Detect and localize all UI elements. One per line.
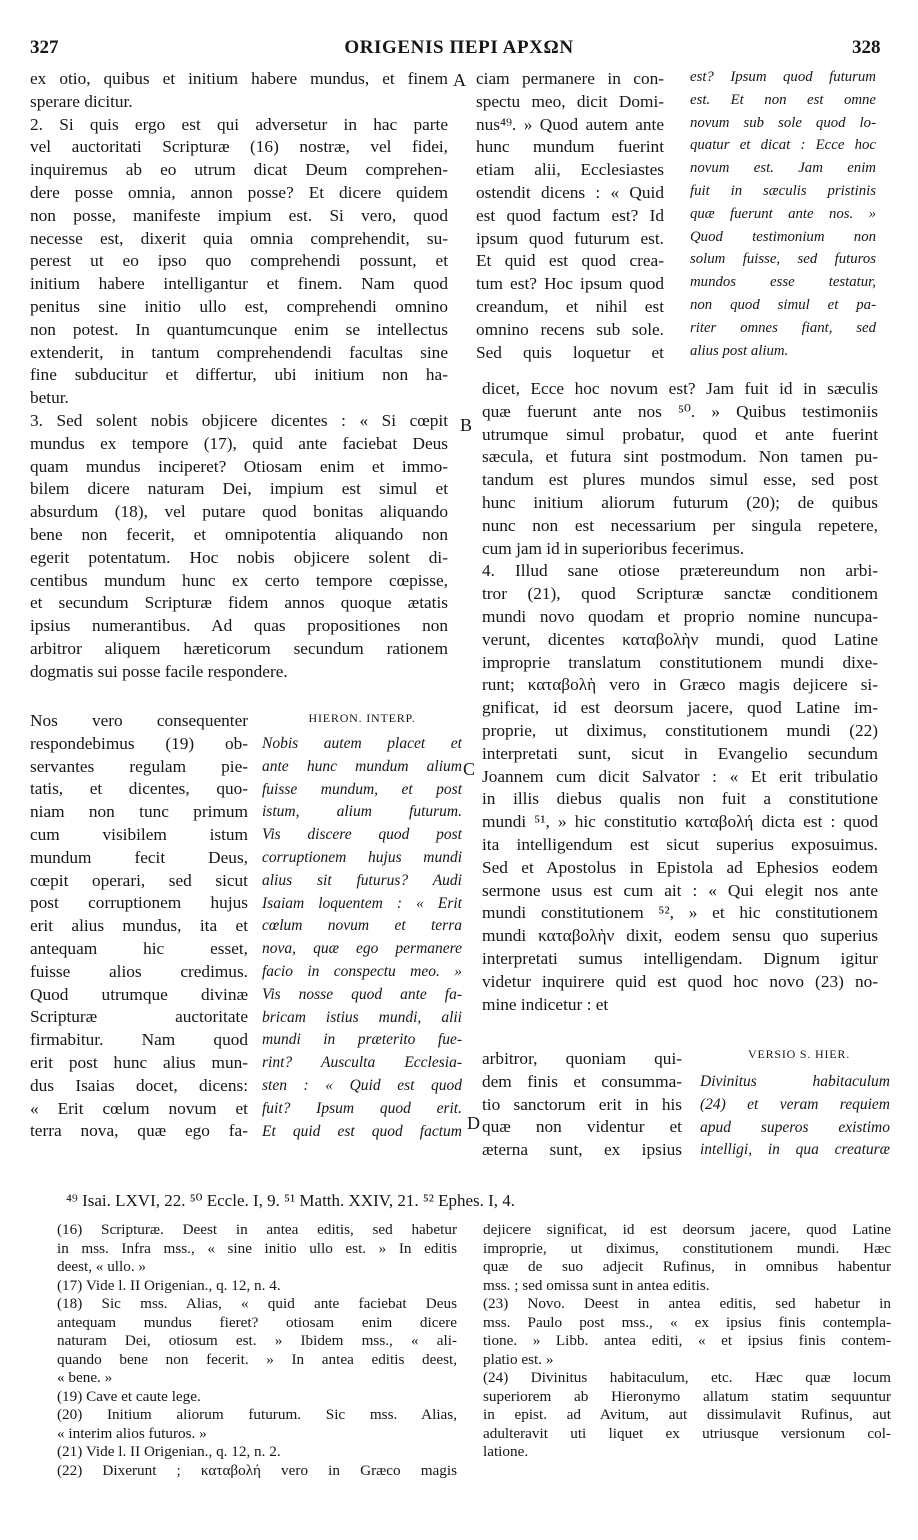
side-version-line: novum sub sole quod lo- bbox=[690, 114, 876, 131]
paragraph-line: improprie translatum constitutionem mundi dixe- bbox=[482, 652, 878, 672]
footnote-line: (21) Vide l. II Origenian., q. 12, n. 2. bbox=[57, 1443, 281, 1460]
page-number-right: 328 bbox=[852, 37, 881, 58]
paragraph-line: 2. Si quis ergo est qui adversetur in hac parte bbox=[30, 114, 448, 134]
paragraph-line: Joannem cum dicit Salvator : « Et erit tribulatio bbox=[482, 766, 878, 786]
hieron-line: Isaiam loquentem : « Erit bbox=[262, 894, 462, 912]
paragraph-line: arbitror, quoniam qui- bbox=[482, 1049, 682, 1068]
paragraph-line: dus Isaias docet, dicens: bbox=[30, 1075, 248, 1095]
paragraph-line: antequam hic esset, bbox=[30, 939, 248, 958]
hieron-line: ante hunc mundum alium bbox=[262, 757, 462, 775]
paragraph-line: quæ non videntur et bbox=[482, 1117, 682, 1137]
paragraph-line: Quod utrumque divinæ bbox=[30, 984, 248, 1004]
paragraph-line: Sed quis loquetur et bbox=[476, 342, 664, 362]
paragraph-line: omnino recens sub sole. bbox=[476, 319, 664, 339]
paragraph-line: dogmatis sui posse facile respondere. bbox=[30, 661, 288, 681]
footnote-line: dejicere significat, id est deorsum jacere, quod Latine bbox=[483, 1221, 891, 1238]
paragraph-line: tum est? Hoc ipsum quod bbox=[476, 274, 664, 294]
margin-letter-d: D bbox=[467, 1113, 480, 1133]
footnote-line: in epist. ad Avitum, aut dissimulavit Rufinus, aut bbox=[483, 1406, 891, 1423]
margin-letter-c: C bbox=[463, 759, 476, 779]
paragraph-line: mundi novo quodam et proprio nomine nuncupa- bbox=[482, 607, 878, 626]
paragraph-line: mundum fecit Deus, bbox=[30, 847, 248, 867]
footnote-line: quando bene non fecerit. » In antea editis deest, bbox=[57, 1350, 457, 1368]
footnote-line: (16) Scripturæ. Deest in antea editis, sed habetur bbox=[57, 1221, 457, 1238]
paragraph-line: tror (21), quod Scripturæ sanctæ conditionem bbox=[482, 584, 878, 604]
versio-line: (24) et veram requiem bbox=[700, 1095, 890, 1113]
hieron-line: cœlum novum et terra bbox=[262, 917, 462, 935]
paragraph-line: verunt, dicentes καταβολὴν mundi, quod Latine bbox=[482, 629, 878, 649]
paragraph-line: inquiremus ab eo utrum dicat Deum comprehen- bbox=[30, 160, 448, 180]
paragraph-line: initium habere intelligantur et finem. Nam quod bbox=[30, 274, 448, 294]
footnote-line: quæ de suo adjecit Rufinus, in omnibus habentur bbox=[483, 1258, 891, 1275]
paragraph-line: et secundum Scripturæ fidem annos quoque ætatis bbox=[30, 593, 448, 613]
paragraph-line: post corruptionem hujus bbox=[30, 893, 248, 913]
paragraph-line: nus⁴⁹. » Quod autem ante bbox=[476, 114, 664, 134]
paragraph-line: dicet, Ecce hoc novum est? Jam fuit id in sæculis bbox=[482, 379, 878, 398]
paragraph-line: non posse, manifeste impium est. Si vero, quod bbox=[30, 205, 448, 225]
paragraph-line: ita intelligendum est sicut superius exposuimus. bbox=[482, 835, 878, 854]
paragraph-line: necesse est, dixerit quia omnia comprehendit, su- bbox=[30, 228, 448, 248]
paragraph-line: est quod factum est? Id bbox=[476, 205, 664, 225]
footnote-line: latione. bbox=[483, 1443, 529, 1460]
footnote-line: (19) Cave et caute lege. bbox=[57, 1387, 201, 1405]
footnote-line: antequam mundus fieret? otiosam enim dicere bbox=[57, 1313, 457, 1331]
paragraph-line: centibus mundum hunc ex certo tempore cœpisse, bbox=[30, 570, 448, 590]
footnote-line: in mss. Infra mss., « sine initio ullo est. » In editis bbox=[57, 1239, 457, 1257]
paragraph-line: etiam alii, Ecclesiastes bbox=[476, 160, 664, 180]
page-number-left: 327 bbox=[30, 37, 59, 58]
footnote-line: tione. » Libb. antea editi, « et ipsius finis contem- bbox=[483, 1332, 891, 1349]
paragraph-line: vel auctoritati Scripturæ (16) nostræ, vel fidei, bbox=[30, 137, 448, 157]
paragraph-line: niam non tunc primum bbox=[30, 802, 248, 822]
paragraph-line: erit post hunc alius mun- bbox=[30, 1053, 248, 1072]
paragraph-line: perest ut eo ipso quo comprehendi possunt, et bbox=[30, 251, 448, 271]
paragraph-line: cœpit operari, sed sicut bbox=[30, 870, 248, 890]
paragraph-line: mundus ex tempore (17), quid ante faciebat Deus bbox=[30, 433, 448, 453]
paragraph-line: 4. Illud sane otiose prætereundum non arbi- bbox=[482, 561, 878, 581]
paragraph-line: in illis diebus qualis non fuit a constitutione bbox=[482, 789, 878, 809]
paragraph-line: runt; καταβολὴ vero in Græco magis dejicere si- bbox=[482, 675, 878, 695]
paragraph-line: bene non fecerit, et omnipotentia aliquando non bbox=[30, 525, 448, 544]
paragraph-line: nunc non est necessarium per singula repetere, bbox=[482, 515, 878, 535]
hieron-line: corruptionem hujus mundi bbox=[262, 849, 462, 866]
paragraph-line: absurdum (18), vel putare quod bonitas aliquando bbox=[30, 502, 448, 522]
paragraph-line: arbitror aliquem hæreticorum secundum rationem bbox=[30, 639, 448, 658]
paragraph-line: ipsius numerantibus. Ad quas propositiones non bbox=[30, 616, 448, 636]
paragraph-line: fine subducitur et differtur, ubi initium non ha- bbox=[30, 365, 448, 385]
paragraph-line: betur. bbox=[30, 388, 69, 408]
paragraph-line: fuisse alios credimus. bbox=[30, 961, 248, 981]
hieron-line: Vis nosse quod ante fa- bbox=[262, 985, 462, 1003]
footnote-line: (17) Vide l. II Origenian., q. 12, n. 4. bbox=[57, 1276, 281, 1294]
hieron-line: facio in conspectu meo. » bbox=[262, 963, 462, 980]
paragraph-line: ex otio, quibus et initium habere mundus, et finem bbox=[30, 69, 448, 88]
paragraph-line: bilem dicere naturam Dei, impium est simul et bbox=[30, 479, 448, 499]
versio-line: apud superos existimo bbox=[700, 1118, 890, 1136]
footnote-line: superiorem ab Hieronymo allatum statim sequuntur bbox=[483, 1387, 891, 1405]
footnote-line: mss. Paulo post mss., « ex ipsius finis contempla- bbox=[483, 1313, 891, 1331]
hieron-line: alius sit futurus? Audi bbox=[262, 871, 462, 889]
side-version-line: novum est. Jam enim bbox=[690, 160, 876, 177]
paragraph-line: ostendit dicens : « Quid bbox=[476, 183, 664, 202]
paragraph-line: cum jam id in superioribus fecerimus. bbox=[482, 538, 745, 558]
footnote-line: mss. ; sed omissa sunt in antea editis. bbox=[483, 1276, 710, 1294]
margin-letter-a: A bbox=[453, 70, 466, 90]
versio-line: intelligi, in qua creaturæ bbox=[700, 1141, 890, 1159]
paragraph-line: hunc mundum fuerint bbox=[476, 137, 664, 157]
paragraph-line: firmabitur. Nam quod bbox=[30, 1030, 248, 1050]
paragraph-line: sæcula, et futura sint postmodum. Non tamen pu- bbox=[482, 447, 878, 467]
hieron-line: istum, alium futurum. bbox=[262, 803, 462, 821]
hieron-line: nova, quæ ego permanere bbox=[262, 940, 462, 958]
paragraph-line: penitus sine initio ullo est, comprehendi omnino bbox=[30, 297, 448, 316]
paragraph-line: utrumque simul probatur, quod et ante fuerint bbox=[482, 424, 878, 444]
side-version-line: quatur et dicat : Ecce hoc bbox=[690, 137, 876, 154]
hieron-line: fuit? Ipsum quod erit. bbox=[262, 1099, 462, 1117]
scripture-references: ⁴⁹ Isai. LXVI, 22. ⁵⁰ Eccle. I, 9. ⁵¹ Matth. XXIV, 21. ⁵² Ephes. I, 4. bbox=[66, 1191, 516, 1210]
footnote-line: « bene. » bbox=[57, 1369, 113, 1386]
paragraph-line: æterna sunt, ex ipsius bbox=[482, 1140, 682, 1160]
side-version-line: alius post alium. bbox=[690, 342, 789, 359]
paragraph-line: « Erit cœlum novum et bbox=[30, 1098, 248, 1118]
hieron-interp-heading: HIERON. INTERP. bbox=[308, 711, 416, 725]
hieron-line: bricam istius mundi, alii bbox=[262, 1008, 462, 1026]
paragraph-line: mine indicetur : et bbox=[482, 994, 609, 1014]
paragraph-line: tandum est plures mundos simul esse, sed post bbox=[482, 470, 878, 490]
running-title: ORIGENIS ΠΕΡΙ ΑΡΧΩΝ bbox=[344, 37, 574, 58]
paragraph-line: quam mundus inciperet? Otiosam enim et immo- bbox=[30, 456, 448, 476]
versio-line: Divinitus habitaculum bbox=[700, 1073, 890, 1090]
hieron-line: Vis discere quod post bbox=[262, 826, 462, 844]
paragraph-line: egerit potentatum. Hoc nobis objicere solent di- bbox=[30, 547, 448, 567]
paragraph-line: tatis, et dicentes, quo- bbox=[30, 779, 248, 799]
footnote-line: (24) Divinitus habitaculum, etc. Hæc quæ locum bbox=[483, 1369, 891, 1386]
paragraph-line: 3. Sed solent nobis objicere dicentes : « Si cœpit bbox=[30, 411, 448, 430]
footnote-line: (18) Sic mss. Alias, « quid ante faciebat Deus bbox=[57, 1295, 457, 1312]
paragraph-line: tio sanctorum erit in his bbox=[482, 1094, 682, 1114]
paragraph-line: videtur inquirere quid est quod hoc novo (23) no- bbox=[482, 971, 878, 991]
footnote-line: deest, « ullo. » bbox=[57, 1258, 147, 1275]
paragraph-line: mundi καταβολὴν dixit, eodem sensu quo superius bbox=[482, 926, 878, 946]
footnote-line: improprie, ut diximus, constitutionem mundi. Hæc bbox=[483, 1239, 891, 1257]
paragraph-line: terra nova, quæ ego fa- bbox=[30, 1121, 248, 1141]
paragraph-line: spectu meo, dicit Domi- bbox=[476, 91, 664, 111]
paragraph-line: servantes regulam pie- bbox=[30, 756, 248, 776]
footnote-line: adulteravit uti liquet ex utriusque versionum col- bbox=[483, 1424, 891, 1442]
margin-letter-b: B bbox=[460, 415, 473, 435]
side-version-line: fuit in sæculis pristinis bbox=[690, 183, 876, 199]
paragraph-line: gnificat, id est deorsum jacere, quod Latine im- bbox=[482, 698, 878, 718]
paragraph-line: mundi ⁵¹, » hic constitutio καταβολή dicta est : quod bbox=[482, 812, 878, 832]
side-version-line: non quod simul et pa- bbox=[690, 297, 876, 313]
footnote-line: (22) Dixerunt ; καταβολή vero in Græco magis bbox=[57, 1461, 457, 1479]
versio-hier-heading: VERSIO S. HIER. bbox=[747, 1047, 850, 1061]
paragraph-line: quæ fuerunt ante nos ⁵⁰. » Quibus testimoniis bbox=[482, 401, 878, 421]
paragraph-line: Et quid est quod crea- bbox=[476, 251, 664, 271]
paragraph-line: proprie, ut diximus, constitutionem mundi (22) bbox=[482, 721, 878, 740]
side-version-line: quæ fuerunt ante nos. » bbox=[690, 205, 876, 222]
paragraph-line: erit alius mundus, ita et bbox=[30, 916, 248, 936]
side-version-line: est? Ipsum quod futurum bbox=[690, 69, 876, 85]
paragraph-line: dere posse omnia, annon posse? Et dicere quidem bbox=[30, 183, 448, 202]
paragraph-line: respondebimus (19) ob- bbox=[30, 733, 248, 753]
paragraph-line: extenderit, in tantum comprehendendi facultas sine bbox=[30, 342, 448, 362]
paragraph-line: non potest. In quantumcunque enim se intellectus bbox=[30, 319, 448, 339]
footnote-line: (23) Novo. Deest in antea editis, sed habetur in bbox=[483, 1295, 891, 1312]
hieron-line: fuisse mundum, et post bbox=[262, 780, 462, 798]
side-version-line: Quod testimonium non bbox=[690, 228, 876, 245]
side-version-line: riter omnes fiant, sed bbox=[690, 319, 876, 336]
paragraph-line: Sed et Apostolus in Epistola ad Ephesios eodem bbox=[482, 857, 878, 877]
side-version-line: solum fuisse, sed futuros bbox=[690, 251, 876, 268]
paragraph-line: dem finis et consumma- bbox=[482, 1071, 682, 1091]
hieron-line: mundi in præterito fue- bbox=[262, 1031, 462, 1049]
paragraph-line: Nos vero consequenter bbox=[30, 711, 248, 730]
paragraph-line: ciam permanere in con- bbox=[476, 69, 664, 88]
paragraph-line: sermone usus est cum ait : « Qui elegit nos ante bbox=[482, 880, 878, 900]
side-version-line: mundos esse testatur, bbox=[690, 274, 876, 291]
hieron-line: sten : « Quid est quod bbox=[262, 1077, 462, 1094]
paragraph-line: cum visibilem istum bbox=[30, 825, 248, 844]
paragraph-line: ipsum quod futurum est. bbox=[476, 228, 664, 248]
footnote-line: « interim alios futuros. » bbox=[57, 1424, 207, 1442]
paragraph-line: mundi constitutionem ⁵², » et hic constitutionem bbox=[482, 903, 878, 923]
hieron-line: Nobis autem placet et bbox=[262, 735, 462, 752]
paragraph-line: creandum, et nihil est bbox=[476, 297, 664, 316]
hieron-line: rint? Ausculta Ecclesia- bbox=[262, 1054, 462, 1072]
paragraph-line: sperare dicitur. bbox=[30, 91, 133, 111]
side-version-line: est. Et non est omne bbox=[690, 91, 876, 108]
footnote-line: (20) Initium aliorum futurum. Sic mss. Alias, bbox=[57, 1406, 457, 1423]
paragraph-line: interpretati sunt, sicut in Evangelio secundum bbox=[482, 743, 878, 763]
paragraph-line: interpretati sumus intelligendam. Dignum igitur bbox=[482, 949, 878, 968]
paragraph-line: Scripturæ auctoritate bbox=[30, 1007, 248, 1027]
footnote-line: platio est. » bbox=[483, 1350, 554, 1368]
paragraph-line: hunc initium aliorum futurum (20); de quibus bbox=[482, 493, 878, 512]
footnote-line: naturam Dei, otiosum est. » Ibidem mss., « ali- bbox=[57, 1332, 457, 1349]
hieron-line: Et quid est quod factum bbox=[262, 1122, 462, 1140]
